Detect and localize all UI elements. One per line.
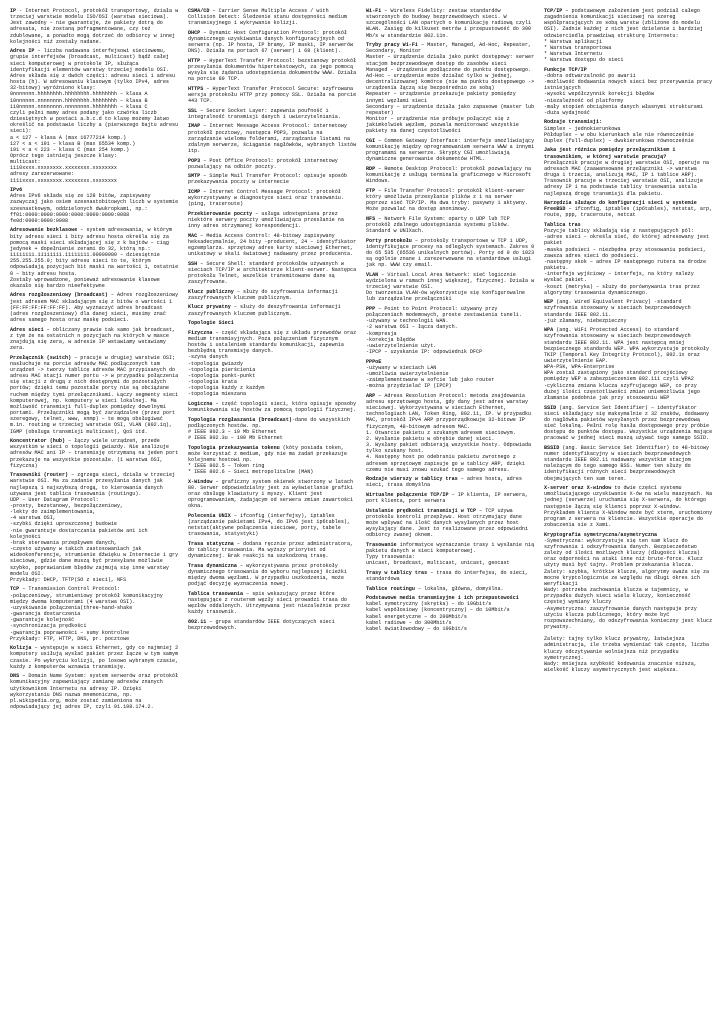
glossary-entry (544, 119, 714, 144)
entry-definition: – Adress Resolution Protocol: metoda znajdowania adresu sprzętowego hosta, gdy dany jest adres warstwy sieciowej. Wykorzystywana w sieciach Ethernet, technologiach LAN, Token Ring, 802.11, IP. W przypadku MAC, protokół IPv4 ARP przyporządkowuje 32-bitowe IP fizycznym, 48-bitowym adresom MAC. 1. Otwarcie pakietu z szukanym adresem sieciowym. 2. Wysłanie pakietu w obrębie danej sieci. 3. Wysłany pakiet odbierają wszystkie hosty. Odpowiada tylko szukany host. 4. Następny host po odebraniu pakietu zwrotnego z adresem sprzętowym zapisuje go w tablicy ARP, dzięki czemu nie musi znowu szukać tego samego adresu. (366, 392, 532, 473)
glossary-entry (10, 645, 180, 670)
glossary-entry (366, 306, 536, 355)
entry-definition: – IP klienta, IP serwera, port klienta, port serwera (366, 491, 532, 505)
entry-definition: – trasa do interfejsu, do sieci, standardowa (366, 569, 532, 582)
entry-definition: – Simple Mail Transfer Protocol: opisuje sposób przekazywania poczty w internecie (188, 173, 351, 186)
glossary-entry (188, 320, 358, 326)
entry-term: POP3 (188, 157, 201, 164)
entry-definition: kabel symetryczny (skrętka) – do 10Gbit/s kabel współosiowy (koncentryczny) – do 10Mbit/s kabel energetyczne – do 200Mbit/s kabel radiowe – do 300Mbit/s kabel światłowodowy – do 10Gbit/s (366, 601, 510, 632)
entry-term: Logiczna (188, 400, 213, 407)
glossary-entry (544, 405, 714, 442)
entry-term: Trasy w tablicy tras (366, 569, 428, 576)
entry-term: BSSID (544, 444, 560, 451)
entry-term: Adresowanie bezklasowe (10, 227, 78, 234)
entry-definition: Simplex – jednokierunkowa Półduplex – w obu kierunkach ale nie równocześnie Duplex (full-duplex) – dwukierunkowa równocześnie (544, 125, 694, 144)
glossary-entry (366, 188, 536, 213)
glossary-entry (10, 187, 180, 224)
entry-definition: – Point to Point Protocol: używany przy połączeniach modemowych, proste zestawienia tuneli. -używany w technologii WAN. -2 warstwa OSI – łącza danych. -kompresja -korekcja błędów -uwierzytelnienie użyt. -IPCP – uzyskanie IP: odpowiednik DFCP (366, 306, 522, 356)
glossary-entry (188, 591, 358, 616)
glossary-entry (188, 479, 358, 510)
entry-term: Jaka jest różnica pomiędzy przełącznikiem i trasownikiem, w której warstwie pracują? (544, 147, 679, 160)
entry-term: Porty protokołu (366, 237, 412, 244)
entry-term: CGI (366, 137, 376, 144)
glossary-entry (188, 541, 358, 559)
entry-definition: (ang. Wired Equivalent Privacy) -standard szyfrowania stosowany w sieciach bezprzewodowych standardu IEEE 802.11. -już złamany, niebezpieczny (544, 299, 691, 324)
entry-term: Adres IP (10, 48, 35, 55)
entry-term: Tablica trasowania (188, 590, 244, 597)
entry-definition: – występuje w sieci Ethernet, gdy co najmniej 2 komputery usiłują wysłać pakiet przez łącze w tym samym czasie. Po wykryciu kolizji, po losowo wybranym czasie, każdy z komputerów wznawia transmisję. (10, 645, 182, 670)
glossary-entry (10, 327, 180, 352)
entry-term: Tablice routingu (366, 585, 415, 592)
entry-term: Topologie Sieci (188, 320, 234, 327)
entry-definition: – zgrzega sieci, działa w trzeciej warstwie OSI. Ma za zadanie przesyłania danych jak najlepszą i najszybszą drogą, to kierowania danych używana jest tablica trasowania (routingu). UDP – User Datagram Protocol: -prosty, bezstanowy, bezpołączeniowy, -lekty do zaimplementowania, -4 warstwa OSI, -szybki dzięki uproszczonej budowie -nie gwarantuje dostarczania pakietów ani ich kolejności -brak sterowania przepływem danych, -często używany w takich zastosowaniach jak wideokonferencje, strumienie dźwięku w Internecie i gry sieciowe, gdzie dane muszą być przesyłane możliwie szybko, poprawianiem błędów zajmują się inne warstwy modelu OSI. Przykłady: DHCP, TFTP(SO z sieci), NFS (10, 472, 179, 583)
entry-definition: Pozycje tablicy składają się z następujących pól: -adres sieci – określa sieć, do której adresowany jest pakiet -maska podsieci – niezbędna przy stosowaniu podsieci, zawsza adres sieci do podsieci. -następny skok – adres IP następnego rutera na drodze pakietu. -interfejs wyjściowy – interfejs, na który należy wysłać pakiet. -koszt (metryka) – służy do porównywania tras przez algorytmy trasowania dynamicznego. (544, 228, 710, 296)
entry-definition: – Wireless Fidelity: zestaw standardów stworzonych do budowy bezprzewodowych sieci. W szczególności LAN opartych o komunikację radiową czyli WLAN. Zasięg do kilkuset metrów i przepustowość do 300 Mb/s w standardzie 802.11n. (366, 8, 535, 39)
glossary-entry (188, 86, 358, 104)
glossary-entry (10, 586, 180, 641)
entry-term: Klucz prywatny (188, 304, 231, 311)
glossary-entry (188, 189, 358, 207)
entry-definition: – Virtual Local Area Network: sieć logicznie wydzielona w ramach innej większej, fizycznej. Działa w trzeciej warstwie OSI. Do tworzenia VLAN-ów wykorzystuje się konfigurowalne lub zarządzalne przełączniki (366, 271, 535, 303)
entry-term: Przekierowanie poczty (188, 210, 253, 217)
entry-term: HTTPS (188, 85, 204, 92)
glossary-entry (188, 108, 358, 120)
glossary-entry (188, 563, 358, 588)
entry-definition: – HyperText Transfer Protocol Secure: szyfrowana wersja protokołu HTTP przy pomocy SSL. Działa na porcie 443 TCP. (188, 85, 360, 105)
entry-term: SSL (188, 107, 198, 114)
entry-definition: – wykorzystywana przez protokoły dynamicznego trasowania do wyboru najlepszej ścieżki między dwoma węzłami. W przypadku uszkodzenia, może podjąć decyzję wyznaczenia nowej. (188, 562, 351, 588)
entry-term: Koncentrator (hub) (10, 438, 66, 445)
entry-definition: – ifconfig, iptables (ip6tables), netstat, arp, route, ppp, traceroute, netcat (544, 206, 716, 219)
entry-definition: – Internet Message Access Protocol: internetowy protokół pocztowy, następca POP3, pozwala na zarządzanie wieloma folderami, zarządzanie listami na zdalnym serwerze, ściąganie nagłówków, wybranych listów itp. (188, 123, 360, 155)
entry-definition: (ang. Service Set Identifier) – identyfikator sieci składający się maksymalnie z 32 znaków, dodawany do nagłówka pakietów wysyłanych przez bezprzewodową sieć lokalną. Pełni rolę hasła dostępowego przy próbie dostępu do punktów dostępu. Wszystkie urządzenia mające pracować w jednej sieci muszą używać tego samego SSID. (544, 404, 716, 442)
glossary-entry (544, 299, 714, 324)
entry-definition: – File Transfer Protocol: protokół klient-serwer który umożliwia przesyłanie plików z i na serwer poprzez sieć TCP/IP. Ma dwa tryby: pasywny i aktywny. Może pozwalać na dostęp anonimowy. (366, 187, 532, 213)
glossary-entry (366, 492, 536, 504)
entry-term: Rodzaje wierszy w tablicy tras (366, 476, 458, 483)
glossary-entry (366, 359, 536, 390)
entry-definition: informatyce wyznaczanie trasy i wysłanie nią pakietu danych w sieci komputerowej. Typy trasowania: unicast, broadcast, multicast, unicast, geocast (366, 541, 535, 567)
entry-definition: – podstawowym założeniem jest podział całego zagadnienia komunikacji sieciowej na szereg współpracujących ze sobą warstw (zbliżone do modelu OSI). Zadnie każdej z nich jest dzielenie i bardziej odzwierciedla prawdziwą strukturę Internetu: * Warstwa aplikacji * Warstwa transportowa * Warstwa Internetu * Warstwa dostępu do sieci (544, 8, 703, 64)
entry-term: Rodzaje transmisji: (544, 119, 603, 126)
entry-definition: – część składająca się z układu przewodów oraz medium transmisyjnych. Poza połączeniem fizycznym hostów i ustaleniem standardu komunikacji, zapewnia bezbłędną transmisję danych. -szyna danych -topologia gwiazdy -topologia pierścienia -topologia punkt-punkt -topologia krata -topologia każdy z każdym -topologia mieszana (188, 329, 357, 398)
entry-definition: – Post Office Protocol: protokół internetowy pozwalający na odbiór poczty. (188, 157, 341, 170)
glossary-entry (366, 238, 536, 269)
entry-term: 802.11 (188, 618, 207, 625)
entry-term: ICMP (188, 189, 201, 196)
glossary-entry (10, 227, 180, 289)
entry-term: Trasa dynamiczna (188, 562, 237, 569)
entry-term: SSID (544, 404, 557, 411)
entry-term: RDP (366, 165, 376, 172)
glossary-entry (10, 8, 180, 45)
entry-term: Klucz publiczny (188, 288, 234, 295)
entry-definition: (ang. WiFi Protected Access) to standard szyfrowania stosowany w sieciach bezprzewodowych standardu IEEE 802.11. WPA jest następcą mniej bezpiecznego standardu WEP. WPA wykorzystuje protokoły TKIP (Temporal Key Integrity Protocol), 802.1x oraz uwierzytelnienie EAP. WPA-PSK, WPA-Enterprise WPA został zastąpiony jako standard przejściowy pomiędzy WEP a zabezpieczeniem 802.11i czyli WPA2 -cykliczna zmiana klucza szyfrującego WEP, co przy dużej ilości częstotliwości zmian uniemożliwia jego złamanie podobnie jak przy stosowaniu WEP (544, 327, 710, 401)
entry-term: FTP (366, 187, 376, 194)
entry-term: VLAN (366, 271, 379, 278)
glossary-entry (544, 222, 714, 296)
glossary-entry (188, 513, 358, 538)
entry-term: CSMA/CD (188, 8, 210, 14)
glossary-entry (544, 8, 714, 63)
entry-term: WPA (544, 327, 554, 334)
entry-term: TCP/IP (544, 8, 563, 14)
glossary-entry (366, 570, 536, 582)
entry-definition: – Common Gateway Interface: interfejs umożliwiający komunikację między oprogramowaniem serwera WWW a innymi programami na serwerze. Skrypty CGI umożliwiają dynamiczne generowanie dokumentów HTML. (366, 137, 538, 163)
entry-term: Przełącznik (switch) (10, 354, 72, 361)
entry-definition: Adres IPv6 składa się ze 128 bitów, zapisywany zazwyczaj jako osiem szesnastobitowych liczb w systemie szesnastkowym, oddzielonych dwukropkami, np.: ff01:0000:0000:0000:0000:0000:0000:0088 fe0d:0000:0000:0088 (10, 193, 179, 224)
glossary-entry (188, 261, 358, 286)
glossary-entry (188, 8, 358, 26)
entry-definition: – Carrier Sense Multiple Access / with Collision Detect: Śledzenie stanu dostępności medium transmisyjnego i wykrywanie kolizji. (188, 8, 351, 27)
glossary-entry (366, 166, 536, 184)
entry-definition: -dane do wszystkich podłączonych hostów. np. # IEEE 802.3 – 10 Mb Ethernet # IEEE 802.3u – 100 Mb Ethernet (188, 416, 351, 442)
entry-term: Wirtualne połączenie TCP/IP (366, 491, 449, 498)
entry-term: Podstawowe media transmisyjne i ich przepustowości (366, 595, 519, 602)
entry-term: MAC (188, 232, 198, 239)
glossary-entry (366, 393, 536, 473)
entry-definition: – graficzny system okienek stworzony w latach 80. Serwer odpowiedzialny jest za wyświetlanie grafiki oraz obsługę klawiatury i myszy. Klient jest oprogramowaniem, żadającym od serwera zmian zawartości okna. (188, 478, 357, 510)
entry-definition: – Secure Shell: standard protokołów używanych w sieciach TCP/IP w architekturze klient-serwer. Następca protokołu Telnet, wszelkie transmitowane dane są zaszyfrowane. (188, 260, 360, 286)
entry-term: ARP (366, 392, 376, 399)
glossary-entry (188, 173, 358, 185)
entry-term: Trasowniki (router) (10, 472, 69, 479)
entry-definition: – TCP używa protokołu kontroli przepływu. Host otrzymujący dane może wpływać na ilość danych wysyłanych przez host wysyłający dane. Jest to realizowane przez odpowiedni odbiorcy zwanej oknem. (366, 507, 532, 539)
entry-definition: – HyperText Transfer Protocol: bezstanowy protokół przesyłania dokumentów hipertekstowych, za jego pomocą wysyła się żądania udostępnienia dokumentów WWW. Działa na porcie 80 TCP. (188, 57, 360, 83)
glossary-entry (188, 123, 358, 154)
entry-definition: -dobra odtwarzalność po awarii -możliwość dodawania nowych sieci bez przerywania pracy istniejących -wysoki współczynnik korekcji błędów -niezależność od platformy -mały stopień obciążenia danych własnymi strukturami -duża wydajność (544, 72, 713, 116)
glossary-entry (188, 401, 358, 413)
entry-definition: – Domain Name System: system serwerów oraz protokół komunikacyjny zapewniający zamianę adresów znanych użytkownikom Internetu na adresy IP. Dzięki wykorzystaniu DNS nazwa mnemoniczna, np. pl.wikipedia.org, może zostać zamieniona na odpowiadający jej adres IP, czyli 91.198.174.2. (10, 673, 182, 711)
entry-term: IPv6 (10, 187, 23, 194)
glossary-entry (366, 476, 536, 488)
glossary-entry (366, 542, 536, 567)
entry-term: DNS (10, 673, 20, 680)
entry-term: WEP (544, 299, 554, 306)
entry-definition: – służy do szyfrowania informacji zaszyfrowanych kluczem publicznym. (188, 288, 341, 301)
glossary-entry (10, 48, 180, 183)
entry-definition: (kóty posiada token, może korzystać z medium, gdy nie ma żadań przekazuje kolejnemu hostowi np. * IEEE 802.5 – Token ring * IEEE 802.6 – Sieci metropolitalne (MAN) (188, 444, 347, 476)
entry-definition: – liczba nadawana interfejsowi sieciowemu, grupie interfejsów (broadcast, multicast) bądź całej sieci komputerowej w protokole IP, służąca identyfikacji elementów warstwy trzeciej modelu OSI. Adres składa się z dwóch części: adresu sieci i adresu hosta (h). W adresowaniu klasowym (tylko IPv4, adres 32-bitowy) wyróżniono klasy: 0nnnnnnn.hhhhhhhh.hhhhhhhh.hhhhhhhh – klasa A 10nnnnnn.nnnnnnnn.hhhhhhhh.hhhhhhhh – klasa B 110nnnnn.nnnnnnnn.nnnnnnnn.hhhhhhhh – klasa C czyli pełni mamy adres podany jako czwórka liczb dziesiętnych w postaci a.b.c.d to klasę możemy łatwo określić na podstawie liczby a (pierwszego bajtu adresu sieci): a < 127 – klasa A (max 16777214 komp.) 127 < a < 191 – klasa B (max 65534 komp.) 191 < a < 223 – klasa C (max 254 komp.) Oprócz tego istnieją jeszcze klasy: multicast: 1110xxxx.xxxxxxxx.xxxxxxxx.xxxxxxxx adresy zarezerwowane: 1111xxxx.xxxxxxxx.xxxxxxxx.xxxxxxxx (10, 48, 179, 184)
glossary-entry (366, 42, 536, 134)
entry-definition: to dwie części systemu umożliwiającego uzyskiwanie X-ów na wielu maszynach. Na jednej (serwerze) uruchamia się X-serwera, do którego następnie łączą się klienci poprzez X-window. Przykładem klienta X-Window może być xterm, uruchomiony program z serwera na kliencie. Wszystkie operacje do zobaczenia sie z Xami. (544, 485, 716, 529)
glossary-entry (10, 673, 180, 710)
entry-term: Wi-Fi (366, 8, 382, 14)
entry-term: Funkcje TCP/IP (544, 66, 587, 73)
entry-term: Trasa statyczna (188, 540, 234, 547)
entry-definition: – dodana ręcznie przez administratora, do tablicy trasowania. Ma wyższy priorytet od dynamicznej. Brak reakcji na uszkodzoną trasę. (188, 540, 357, 560)
glossary-entry (188, 30, 358, 55)
entry-definition: -Symetryczna: wykorzystuje się ten sam klucz do szyfrowania i odszyfrowania danych. Bezpieczeństwo zależy od ilości możliwych kluczy (długości klucza) oraz odporności na ataki inne niż brute-force. Klucz użyty musi być tajny. Problem przekazania klucza. Zalety: szybka, krótkie klucze, algorytmy uważa się za mocne kryptologicznie ze względu na długi okres ich weryfikacji Wady: potrzeba zachowania klucza w tajemnicy, w przypadku dużych sieci wielu kluczy, konieczność częstej wymiany kluczy -Asymetryczna: zaszyfrowanie danych następuje przy użyciu klucza publicznego, który może być rozpowszechniany, do odszyfrowania konieczny jest klucz prywatny. Zalety: tajny tylko klucz prywatny, łatwiejsza administracja, ile trzeba wymieniać tak często, liczba kluczy odczytywanie wolniejsza niż przypadku symetrycznej. Wady: mniejsza szybkość kodowania znacznie niższa, wielkość kluczy asymetrycznych jest większa. (544, 537, 713, 674)
entry-definition: – Remote Desktop Protocol: protokół pozwalający na komunikację z usługą terminala graficznego w Microsoft Windows. (366, 165, 535, 185)
text-column-1 (10, 8, 180, 1018)
entry-term: DHCP (188, 29, 201, 36)
entry-term: Topologia przekazywania tokenu (188, 444, 280, 451)
glossary-entry (188, 233, 358, 258)
entry-definition: – Secure Socket Layer: zapewnia poufność i integralność transmisji danych i uwierzytelniania. (188, 107, 341, 120)
entry-definition: – łączy wiele urządzeń, przede wszystkim w sieci o topologii gwiazdy. Nie analizuje adresów MAC ani IP – transmisję otrzymaną na jeden port przekazuje na wszystkie pozostałe. (1 warstwa OSI, fizyczna) (10, 438, 182, 469)
entry-definition: – Transmission Control Protocol: -połączeniowy, strumieniowy protokół komunikacyjny między dwoma komputerami (4 warstwa OSI). -uzyskiwanie połączenia(three-hand-shake -gwarancja dostarczenia -gwarantuje kolejność -synchronizacja prędkości -gwarancja poprawności – sumy kontrolne Przykłady: FTP, HTTP, DNS, pr. pocztowe (10, 586, 163, 642)
glossary-entry (188, 289, 358, 301)
entry-definition: – system adresowania, w którym bity adresu sieci i bity adresu hosta określa się za pomocą maski sieci składającej się z k bajtów – ciąg jedynek + dopełnienie zerami do 32, którą np.: 11111111.11111111.11111111.00000000 – dziesiętnie 255.255.255.0; bity adresu sieci to te, którym odpowiadają pozycjach bit maski na wartości 1, ostatnie 0 – bity adresu hosta. Zostały wprowadzone, ponieważ adresowanie klasowe okazało się bardzo nieefektywne (10, 227, 179, 289)
entry-term: Kolizja (10, 645, 32, 652)
entry-term: Adres rozgłoszeniowy (broadcast) (10, 292, 108, 299)
entry-definition: – protokoły transportowe w TCP i UDP, identyfikujące procesy na odległych systemach. Zakres 0 do 65 535 (65536 unikalnych portów). Porty od 0 do 1023 są ogólnie znane i zarezerwowane na standardowe usługi jak np. WWW czy email. (366, 237, 538, 269)
entry-term: Trasowanie (366, 541, 397, 548)
glossary-entry (366, 586, 536, 592)
entry-term: HTTP (188, 57, 201, 64)
glossary-entry (188, 211, 358, 229)
entry-term: Fizyczna (188, 329, 213, 336)
entry-term: IMAP (188, 123, 201, 130)
glossary-entry (366, 508, 536, 539)
glossary-entry (366, 595, 536, 632)
glossary-entry (10, 472, 180, 583)
text-column-3 (366, 8, 536, 1018)
glossary-entry (188, 58, 358, 83)
glossary-entry (366, 216, 536, 234)
entry-definition: – grupa standardów IEEE dotyczących sieci bezprzewodowych. (188, 618, 338, 631)
entry-term: PPP (366, 306, 376, 312)
entry-definition: Przełącznik pracuje w drugiej warstwie OSI, operuje na adresach MAC (zaawansowane przełączniki -> warstwa druga i trzecia, analizują MAC, IP i tablice ARP). Trasownik pracuje w trzeciej warstwie OSI, analizuje adresy IP i na podstawie tablicy trasowania ustala najlepszą drogę transmisji dla pakietu. (544, 159, 710, 197)
entry-term: Adres sieci (10, 326, 44, 333)
entry-definition: – adres hosta, adres sieci, trasa domyślna (366, 476, 525, 489)
entry-definition: – Adres rozgłoszeniowy jest adresem MAC składającym się z bitów o wartości 1 (FF:FF:FF:FF:FF:FF). Aby wyznaczyć adres broadcast (adres rozgłoszeniowy) dla danej sieci, musimy znać adres samego hosta oraz maskę podsieci. (10, 292, 182, 324)
entry-definition: -używany w sieciach LAN -umożliwia uwierzytelnienie -zaimplementowane w sofcie lub jako router -można przydzielać IP (IPCP) (366, 364, 495, 390)
glossary-entry (10, 438, 180, 469)
entry-term: Tablica tras (544, 221, 581, 228)
glossary-entry (544, 147, 714, 196)
entry-term: PPPoE (366, 358, 382, 365)
entry-definition: – spis wskazujący przez które następujące z routerem węzły sieci prowadzi trasa do węzłów oddalonych. Utrzymywana jest niezależnie przez każdy trasownik. (188, 590, 354, 616)
entry-definition: – Internet Control Message Protocol: protokół wykorzystywany w diagnostyce sieci oraz trasowaniu. (ping, traceroute) (188, 189, 347, 208)
entry-definition: – pracuje w drugiej warstwie OSI; nasłuchuje na porcie adresów MAC podłączonych tam urządzeń -> tworzy tablicę adresów MAC przypisanych do adresu MAC stacji numer portu -> w przypadku połączenia się stacji z drugą z nich dostępnymi do pozostałych portów; dzięki temu pozostałe porty nie są obciążane ruchem między tymi przełącznikami. Łączy segmenty sieci komputerowej, np. komputery w sieci lokalnej. Ma możliwość transmisji full-duplex pomiędzy dowolnymi portami. Przełączniki mogą być zarządzalne (przez port szeregowy, telnet, www, snmp) – te mogą obsługiwać m.in. routing w trzeciej warstwie OSI, VLAN (802.1q), IGMP (obsługa transmisji multicast), QoS itd. (10, 354, 182, 435)
entry-term: SSH (188, 260, 198, 267)
entry-definition: (ang. Basic Service Set Identifier) to 48-bitowy numer identyfikacyjny w sieciach bezprzewodowych standardu IEEE 802.11 nadawany wszystkim stacjom należącym do tego samego BSS. Numer ten służy do identyfikacji różnych sieci bezprzewodowych obejmujących ten sam teren. (544, 444, 713, 482)
entry-term: Ustalanie prędkości transmisji w TCP (366, 507, 477, 514)
glossary-entry (544, 67, 714, 116)
entry-term: NFS (366, 215, 376, 222)
glossary-entry (544, 532, 714, 674)
glossary-entry (188, 158, 358, 170)
glossary-entry (10, 355, 180, 435)
glossary-entry (544, 327, 714, 401)
entry-term: X-Window (188, 478, 213, 485)
entry-term: Polecenia UNIX (188, 512, 231, 519)
entry-term: Tryby pracy Wi-Fi (366, 42, 418, 49)
entry-definition: – Network File System: oparty o UDP lub TCP protokół zdalnego udostępniania systemu plików. Standard w UNIXach. (366, 215, 513, 235)
entry-term: IP (10, 8, 17, 14)
glossary-entry (366, 8, 536, 39)
text-column-4 (544, 8, 714, 1018)
entry-definition: – Media Access Control: 48-bitowy zapisywany heksadecymalnie, 24 bity -producent, 24 – identyfikator egzemplarza. sprzętowy adres karty sieciowej Ethernet, unikatowy w skali światowej nadawany przez producenta. (188, 232, 360, 258)
glossary-entry (188, 619, 358, 631)
entry-definition: – służy do deszyfrowania informacji zaszyfrowanych kluczem publicznym. (188, 304, 344, 317)
entry-definition: – usługa udostępniana przez niektóre serwery poczty umożliwiająca przesłanie na inny adres otrzymanej korespondencji. (188, 210, 347, 230)
entry-term: Topologia rozgłaszania (broadcast) (188, 416, 292, 423)
entry-term: TCP (10, 586, 20, 593)
entry-definition: – Master, Managed, Ad-Hoc, Repeater, Secondary, Monitor Master – Urządzenie działa jako punkt dostępowy: serwer stacjom bezprzewodowym dostęp do zasobów sieci Managed – Urządzenie podłączone do punktu dostępowego. Ad-Hoc – urządzenie może działać tylko w jednej, decentralizowanej komórce (nie ma punktu dostępowego -> urządzenia łączą się bezpośrednio ze sobą) Repeater – urządzenie przekazuje pakiety pomiędzy innymi węzłami sieci Secondary – urządzenie działa jako zapasowe (master lub repeater) Monitor – urządzenie nie próbuje połączyć się z jakimkolwiek węzłem, pozwala monitorować wszystkie pakiety na danej częstotliwości (366, 42, 535, 135)
entry-definition: – lokalna, główna, domyślna. (414, 585, 504, 592)
glossary-entry (544, 445, 714, 482)
glossary-entry (544, 200, 714, 218)
glossary-entry (10, 292, 180, 323)
glossary-entry (188, 417, 358, 442)
glossary-entry (188, 445, 358, 476)
text-column-2 (188, 8, 358, 1018)
entry-term: Narzędzia służące do konfiguracji sieci w systemie FreeBSD (544, 200, 700, 213)
entry-definition: – część topologii sieci, która opisuje sposoby komunikowania się hostów za pomocą topologii fizycznej. (188, 400, 360, 413)
glossary-entry (188, 304, 358, 316)
glossary-entry (544, 485, 714, 528)
glossary-entry (366, 138, 536, 163)
glossary-entry (366, 272, 536, 303)
entry-term: Kryptografia symetryczna/asymetryczna (544, 531, 658, 538)
entry-definition: – obliczany prawie tak samo jak broadcast, z tym że na ostatnich n pozycjach na których w masce znajdują się zera, w adresie IP wstawiamy wstawiamy zera. (10, 326, 179, 352)
entry-term: SMTP (188, 173, 201, 180)
entry-definition: - Internet Protocol, protokół transportowy, działa w trzeciej warstwie modelu ISO/OSI (warstwa sieciowa). Jest zawodny – nie gwarantuje, że pakiety dotrą do adresata, nie zostaną pofragmentowane, czy też zdublowane, a ponadto mogą dotrzeć do odbiorcy w innej kolejności niż zostały nadane. (10, 8, 182, 45)
entry-definition: – ifconfig (interfejsy), iptables (zarządzanie pakietami IPv4, do IPv6 jest ip6tables), netstat(aktywne połączenia sieciowe, porty, tabele trasowania, statystyki) (188, 512, 354, 538)
glossary-entry (188, 330, 358, 398)
entry-definition: – Dynamic Host Configuration Protocol: protokół dynamicznego uzyskiwania danych konfiguracyjnych od serwera (np. IP hosta, IP bramy, IP maski, IP serwerów DNS). Działa na portach 67 (serwer) i 68 (klient). (188, 29, 357, 55)
entry-term: X-server oraz X-window (544, 485, 612, 492)
